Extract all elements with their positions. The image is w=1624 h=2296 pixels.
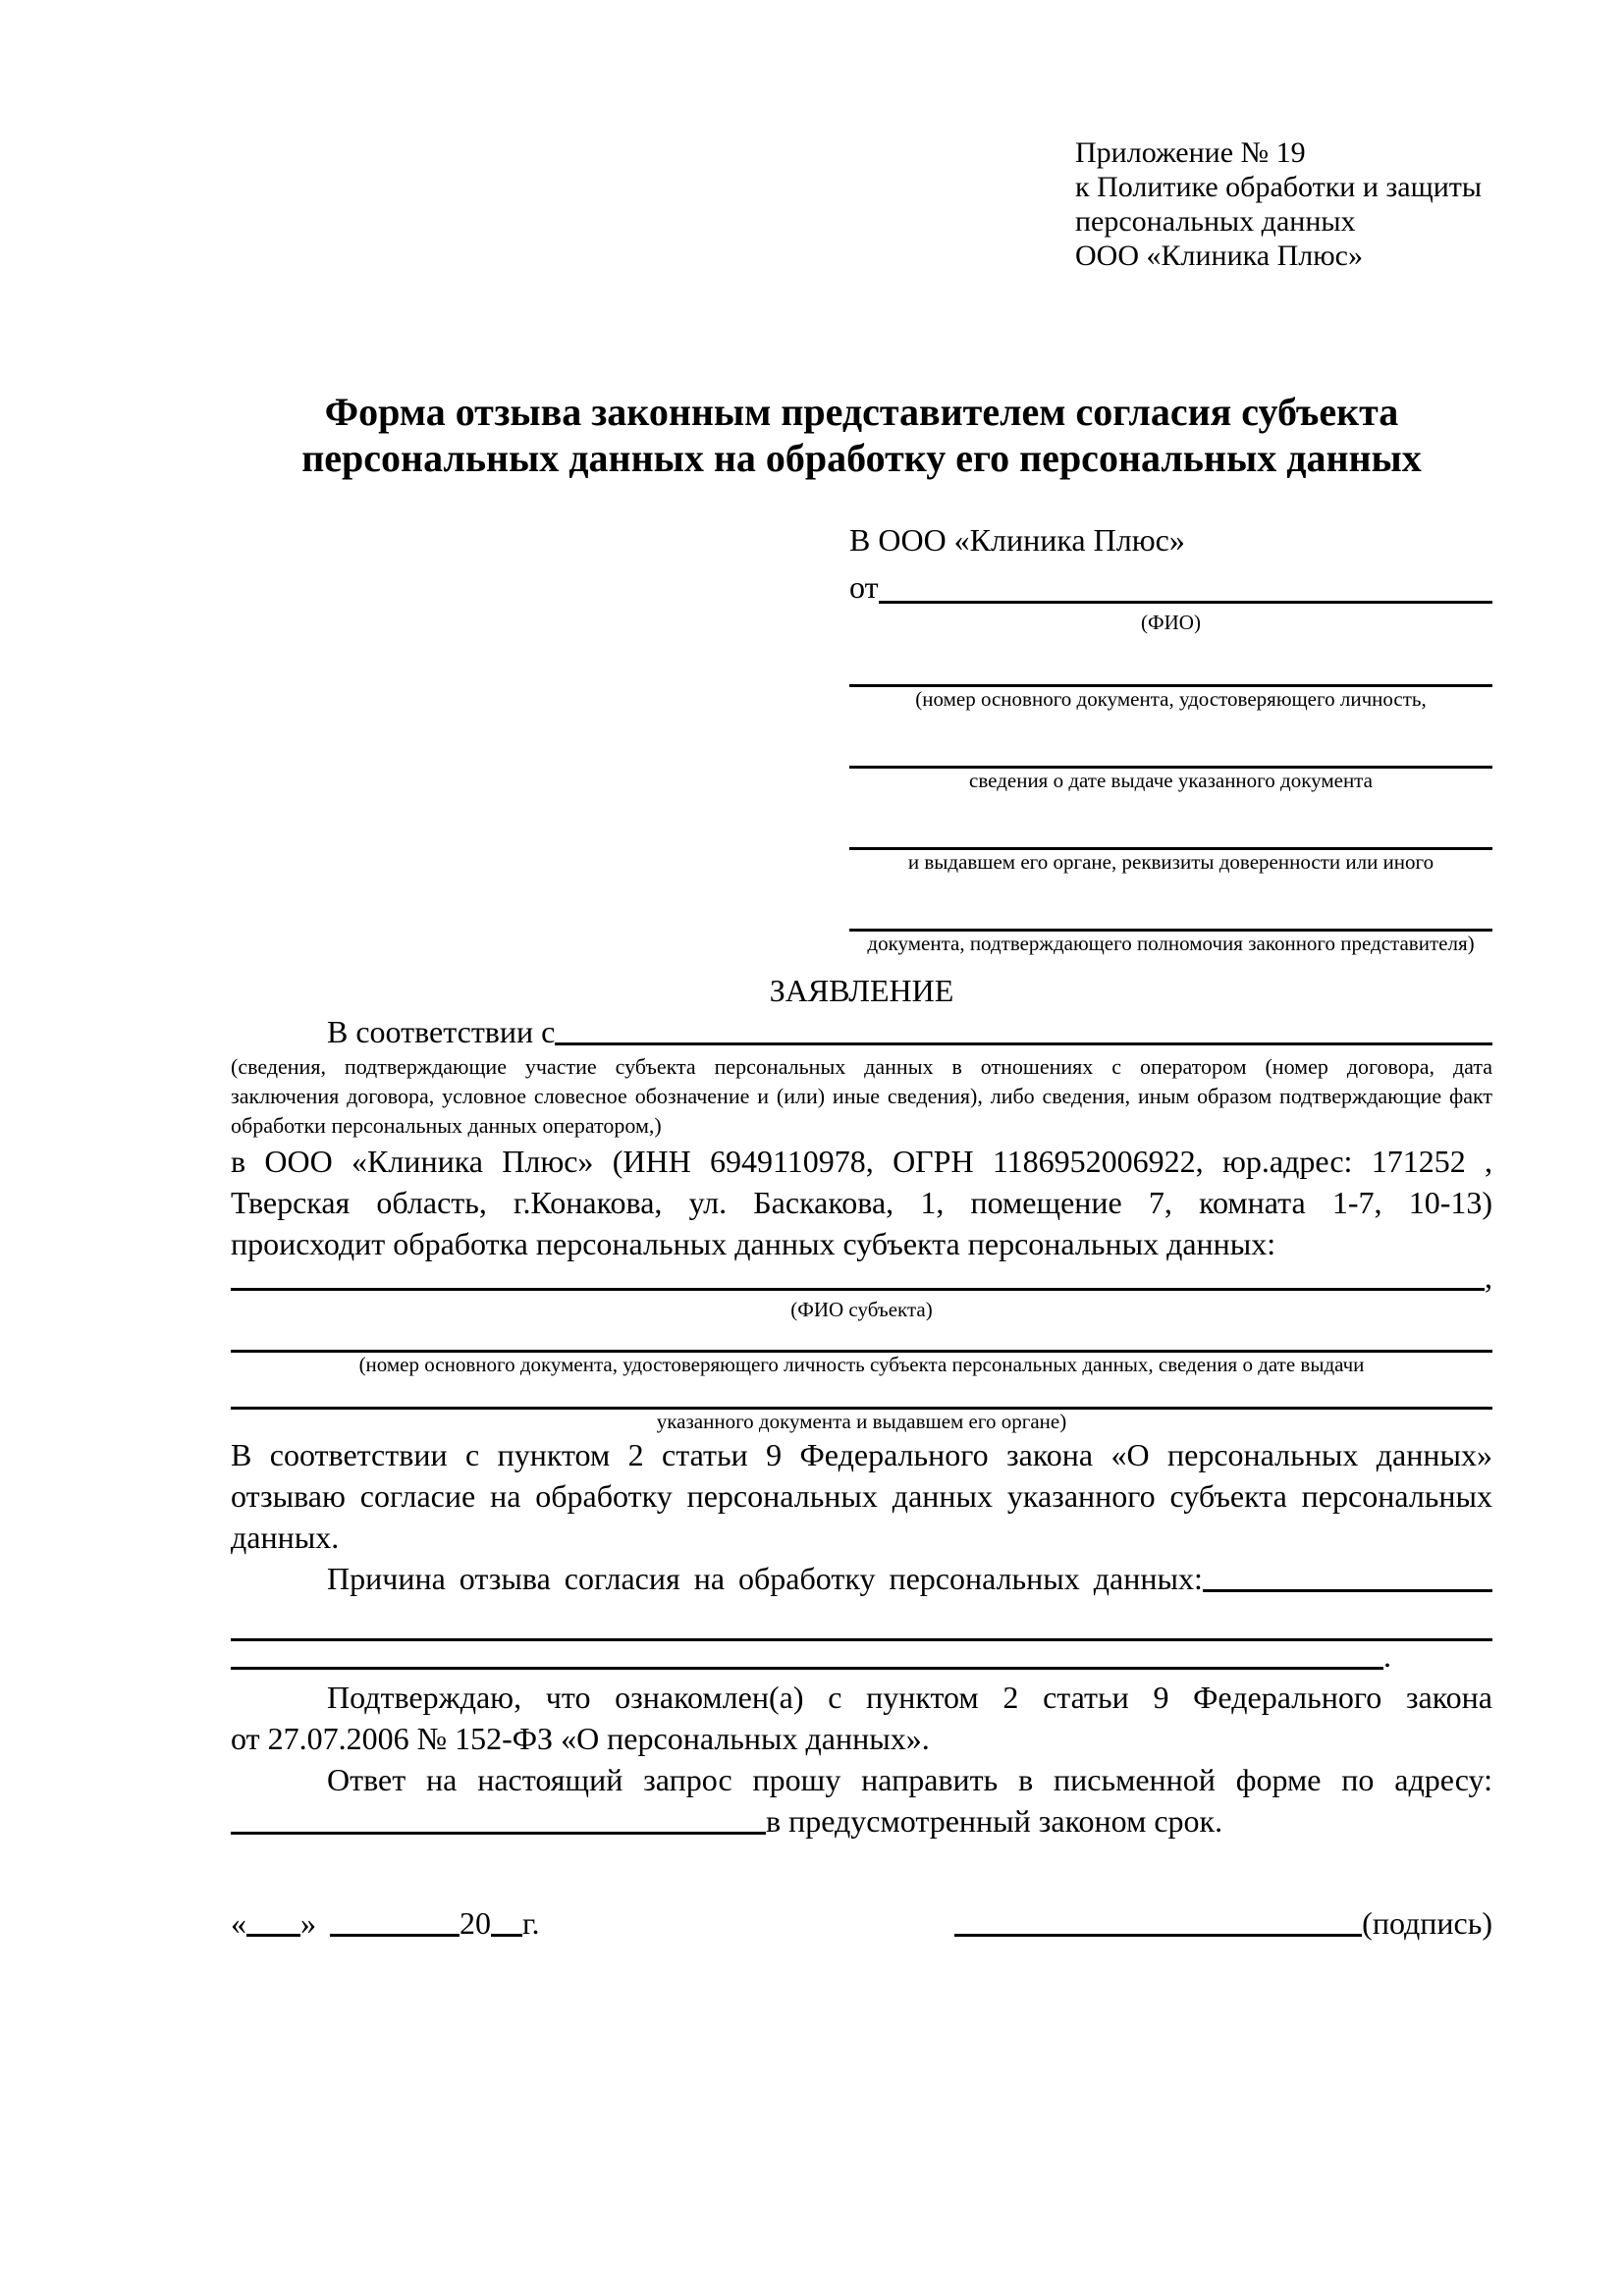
representative-doc-blank-line (849, 875, 1492, 932)
basis-label: В соответствии с (327, 1014, 556, 1049)
representative-doc-caption: сведения о дате выдаче указанного документа (969, 769, 1373, 792)
reason-extra-field (231, 1638, 1492, 1677)
subject-doc-blank-line (231, 1322, 1492, 1353)
subject-fio-blank-line (231, 1288, 1485, 1291)
subject-fio-caption: (ФИО субъекта) (790, 1298, 933, 1321)
comma: , (1485, 1259, 1492, 1295)
statement-heading: ЗАЯВЛЕНИЕ (769, 973, 954, 1008)
confirmation-paragraph (231, 1677, 1492, 1759)
signature-blank-line (954, 1934, 1362, 1937)
date-field (231, 1902, 540, 1944)
representative-doc-blank-line (849, 793, 1492, 850)
reason-label: Причина отзыва согласия на обработку персональных данных: (327, 1561, 1203, 1596)
representative-doc-blank-line (849, 712, 1492, 769)
representative-fio-blank-line (879, 601, 1492, 604)
subject-doc-caption: указанного документа и выдавшем его органе) (656, 1410, 1067, 1433)
representative-doc-caption: документа, подтверждающего полномочия законного представителя) (867, 932, 1475, 955)
withdrawal-paragraph-line: отзываю согласие на обработку персональных данных указанного субъекта персональных (231, 1478, 1492, 1514)
open-quote: « (231, 1905, 246, 1941)
reply-paragraph (231, 1759, 1492, 1842)
fio-caption: (ФИО) (1141, 611, 1201, 634)
year-prefix: 20 (460, 1905, 491, 1941)
signature-caption: (подпись) (1362, 1905, 1492, 1941)
reason-extra-blank-line (231, 1599, 1492, 1641)
period: . (1383, 1638, 1391, 1674)
operator-paragraph-line: происходит обработка персональных данных субъекта персональных данных: (231, 1226, 1276, 1261)
reply-tail-text: в предусмотренный законом срок. (766, 1803, 1223, 1839)
subject-doc-blank-line (231, 1377, 1492, 1410)
reason-field (231, 1558, 1492, 1599)
subject-fio-field (231, 1259, 1492, 1298)
addressee-block (849, 516, 1492, 956)
withdrawal-paragraph-line: данных. (231, 1520, 340, 1555)
address-blank-line (231, 1832, 766, 1835)
signature-field (954, 1902, 1492, 1944)
confirmation-paragraph-line: от 27.07.2006 № 152-ФЗ «О персональных данных». (231, 1721, 930, 1756)
appendix-header-line: персональных данных (1075, 205, 1356, 238)
appendix-header-line: к Политике обработки и защиты (1075, 171, 1483, 203)
operator-paragraph-line: Тверская область, г.Конакова, ул. Баскакова, 1, помещение 7, комната 1-7, 10-13) (231, 1185, 1492, 1220)
close-quote: » (300, 1905, 316, 1941)
confirmation-paragraph-line: Подтверждаю, что ознакомлен(а) с пунктом 2 статьи 9 Федерального закона (327, 1680, 1492, 1715)
representative-doc-blank-line (849, 635, 1492, 687)
withdrawal-paragraph (231, 1434, 1492, 1558)
document-title-line: Форма отзыва законным представителем согласия субъекта (324, 390, 1399, 434)
basis-footnote (231, 1052, 1492, 1141)
month-blank-line (330, 1934, 460, 1937)
operator-paragraph (231, 1141, 1492, 1264)
address-field (231, 1800, 1492, 1842)
subject-doc-caption: (номер основного документа, удостоверяющего личность субъекта персональных данных, сведения о дате выдачи (358, 1353, 1365, 1376)
year-blank-line (491, 1934, 522, 1937)
from-label: от (849, 569, 879, 605)
withdrawal-paragraph-line: В соответствии с пунктом 2 статьи 9 Федерального закона «О персональных данных» (231, 1437, 1492, 1472)
appendix-header-line: ООО «Клиника Плюс» (1075, 240, 1363, 272)
representative-doc-caption: и выдавшем его органе, реквизиты доверенности или иного (907, 850, 1435, 874)
basis-blank-line (555, 1042, 1492, 1045)
basis-footnote-line: (сведения, подтверждающие участие субъекта персональных данных в отношениях с оператором (номер договора, дата (231, 1054, 1492, 1079)
addressee-org: В ООО «Клиника Плюс» (849, 522, 1185, 558)
basis-footnote-line: обработки персональных данных оператором,) (231, 1113, 662, 1138)
reason-extra-blank-line (231, 1667, 1383, 1670)
basis-field (231, 1011, 1492, 1052)
document-title (231, 389, 1492, 481)
year-suffix: г. (522, 1905, 540, 1941)
signature-row (231, 1902, 1492, 1944)
document-title-line: персональных данных на обработку его персональных данных (301, 436, 1422, 480)
from-field (849, 563, 1492, 611)
reply-paragraph-line: Ответ на настоящий запрос прошу направить в письменной форме по адресу: (327, 1762, 1492, 1797)
operator-paragraph-line: в ООО «Клиника Плюс» (ИНН 6949110978, ОГРН 1186952006922, юр.адрес: 171252 , (231, 1144, 1492, 1179)
appendix-header-line: Приложение № 19 (1075, 136, 1306, 169)
basis-footnote-line: заключения договора, условное словесное обозначение и (или) иные сведения), либо сведения, иным образом подтверждающие факт (231, 1084, 1492, 1108)
day-blank-line (246, 1934, 300, 1937)
reason-blank-line (1203, 1589, 1492, 1592)
representative-doc-caption: (номер основного документа, удостоверяющего личность, (915, 687, 1427, 711)
appendix-header (1075, 135, 1492, 273)
